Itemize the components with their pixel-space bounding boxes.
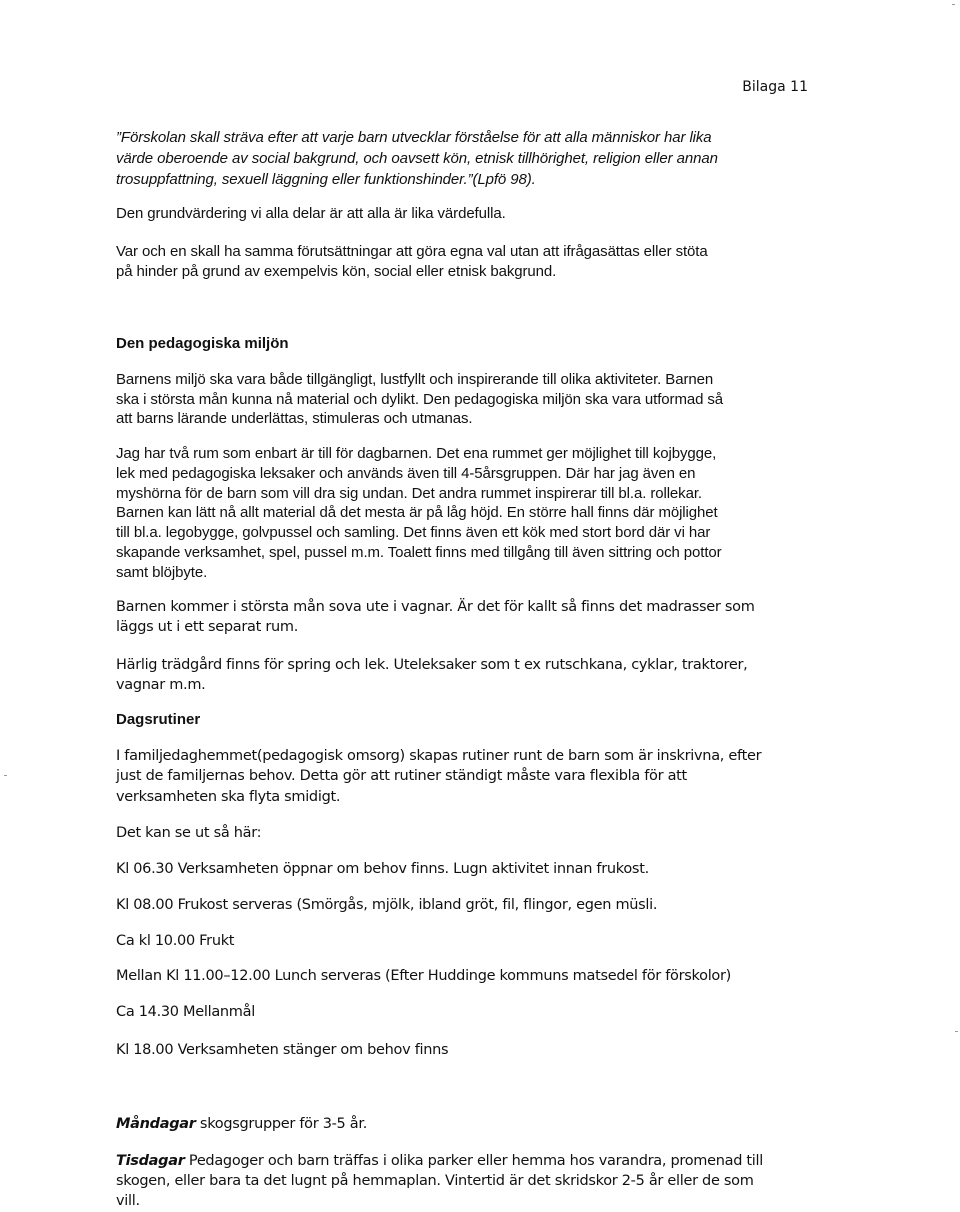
monday-text: skogsgrupper för 3-5 år. [195, 1116, 368, 1132]
quote-line-3: trosuppfattning, sexuell läggning eller funktionshinder.”(Lpfö 98). [116, 171, 536, 188]
scan-mark [4, 775, 7, 776]
miljo-p2-line-5: till bl.a. legobygge, golvpussel och samling. Det finns även ett kök med stort bord där vi har [116, 524, 711, 541]
miljo-p1-line-3: att barns lärande underlättas, stimuleras och utmanas. [116, 410, 473, 427]
equality-line-1: Var och en skall ha samma förutsättningar att göra egna val utan att ifrågasättas eller stöta [116, 243, 708, 260]
miljo-p4-line-2: vagnar m.m. [116, 677, 206, 693]
miljo-p1-line-2: ska i största mån kunna nå material och dylikt. Den pedagogiska miljön ska vara utformad så [116, 391, 724, 408]
equality-line-2: på hinder på grund av exempelvis kön, social eller etnisk bakgrund. [116, 263, 557, 280]
miljo-p2-line-4: Barnen kan lätt nå allt material då det mesta är på låg höjd. En större hall finns där möjlighet [116, 504, 718, 521]
scan-mark [955, 1031, 958, 1032]
schedule-item-1: Kl 06.30 Verksamheten öppnar om behov finns. Lugn aktivitet innan frukost. [116, 861, 649, 877]
appendix-label: Bilaga 11 [742, 79, 808, 95]
tuesday-cont-line-2: vill. [116, 1193, 140, 1209]
schedule-intro: Det kan se ut så här: [116, 825, 262, 841]
tuesday-line [116, 1154, 763, 1169]
schedule-item-4: Mellan Kl 11.00–12.00 Lunch serveras (Efter Huddinge kommuns matsedel för förskolor) [116, 968, 732, 984]
miljo-p1-line-1: Barnens miljö ska vara både tillgängligt, lustfyllt och inspirerande till olika aktiviteter. Barnen [116, 371, 714, 388]
quote-line-2: värde oberoende av social bakgrund, och oavsett kön, etnisk tillhörighet, religion eller annan [116, 150, 718, 167]
miljo-p2-line-7: samt blöjbyte. [116, 564, 208, 581]
tuesday-label: Tisdagar [116, 1153, 185, 1169]
schedule-item-2: Kl 08.00 Frukost serveras (Smörgås, mjölk, ibland gröt, fil, flingor, egen müsli. [116, 897, 658, 913]
section-heading-rutiner: Dagsrutiner [116, 711, 201, 728]
section-heading-miljo: Den pedagogiska miljön [116, 335, 289, 352]
miljo-p2-line-2: lek med pedagogiska leksaker och används även till 4-5årsgruppen. Där har jag även en [116, 465, 696, 482]
tuesday-text: Pedagoger och barn träffas i olika parker eller hemma hos varandra, promenad till [184, 1153, 763, 1169]
schedule-item-5: Ca 14.30 Mellanmål [116, 1004, 255, 1020]
scan-mark [952, 4, 955, 5]
miljo-p2-line-1: Jag har två rum som enbart är till för dagbarnen. Det ena rummet ger möjlighet till kojbygge, [116, 445, 717, 462]
tuesday-cont-line-1: skogen, eller bara ta det lugnt på hemmaplan. Vintertid är det skridskor 2-5 år eller de som [116, 1173, 754, 1189]
values-line: Den grundvärdering vi alla delar är att alla är lika värdefulla. [116, 205, 506, 222]
miljo-p3-line-2: läggs ut i ett separat rum. [116, 619, 299, 635]
quote-line-1: ”Förskolan skall sträva efter att varje barn utvecklar förståelse för att alla människor har lika [116, 129, 712, 146]
miljo-p3-line-1: Barnen kommer i största mån sova ute i vagnar. Är det för kallt så finns det madrasser som [116, 599, 755, 615]
rutiner-p1-line-2: just de familjernas behov. Detta gör att rutiner ständigt måste vara flexibla för att [116, 768, 687, 784]
miljo-p4-line-1: Härlig trädgård finns för spring och lek. Uteleksaker som t ex rutschkana, cyklar, traktorer, [116, 657, 748, 673]
schedule-item-3: Ca kl 10.00 Frukt [116, 933, 235, 949]
monday-label: Måndagar [116, 1116, 196, 1132]
rutiner-p1-line-1: I familjedaghemmet(pedagogisk omsorg) skapas rutiner runt de barn som är inskrivna, efter [116, 748, 762, 764]
rutiner-p1-line-3: verksamheten ska flyta smidigt. [116, 789, 341, 805]
miljo-p2-line-3: myshörna för de barn som vill dra sig undan. Det andra rummet inspirerar till bl.a. rollekar. [116, 485, 702, 502]
schedule-item-6: Kl 18.00 Verksamheten stänger om behov finns [116, 1042, 449, 1058]
monday-line [116, 1117, 367, 1132]
miljo-p2-line-6: skapande verksamhet, spel, pussel m.m. Toalett finns med tillgång till även sittring och pottor [116, 544, 722, 561]
